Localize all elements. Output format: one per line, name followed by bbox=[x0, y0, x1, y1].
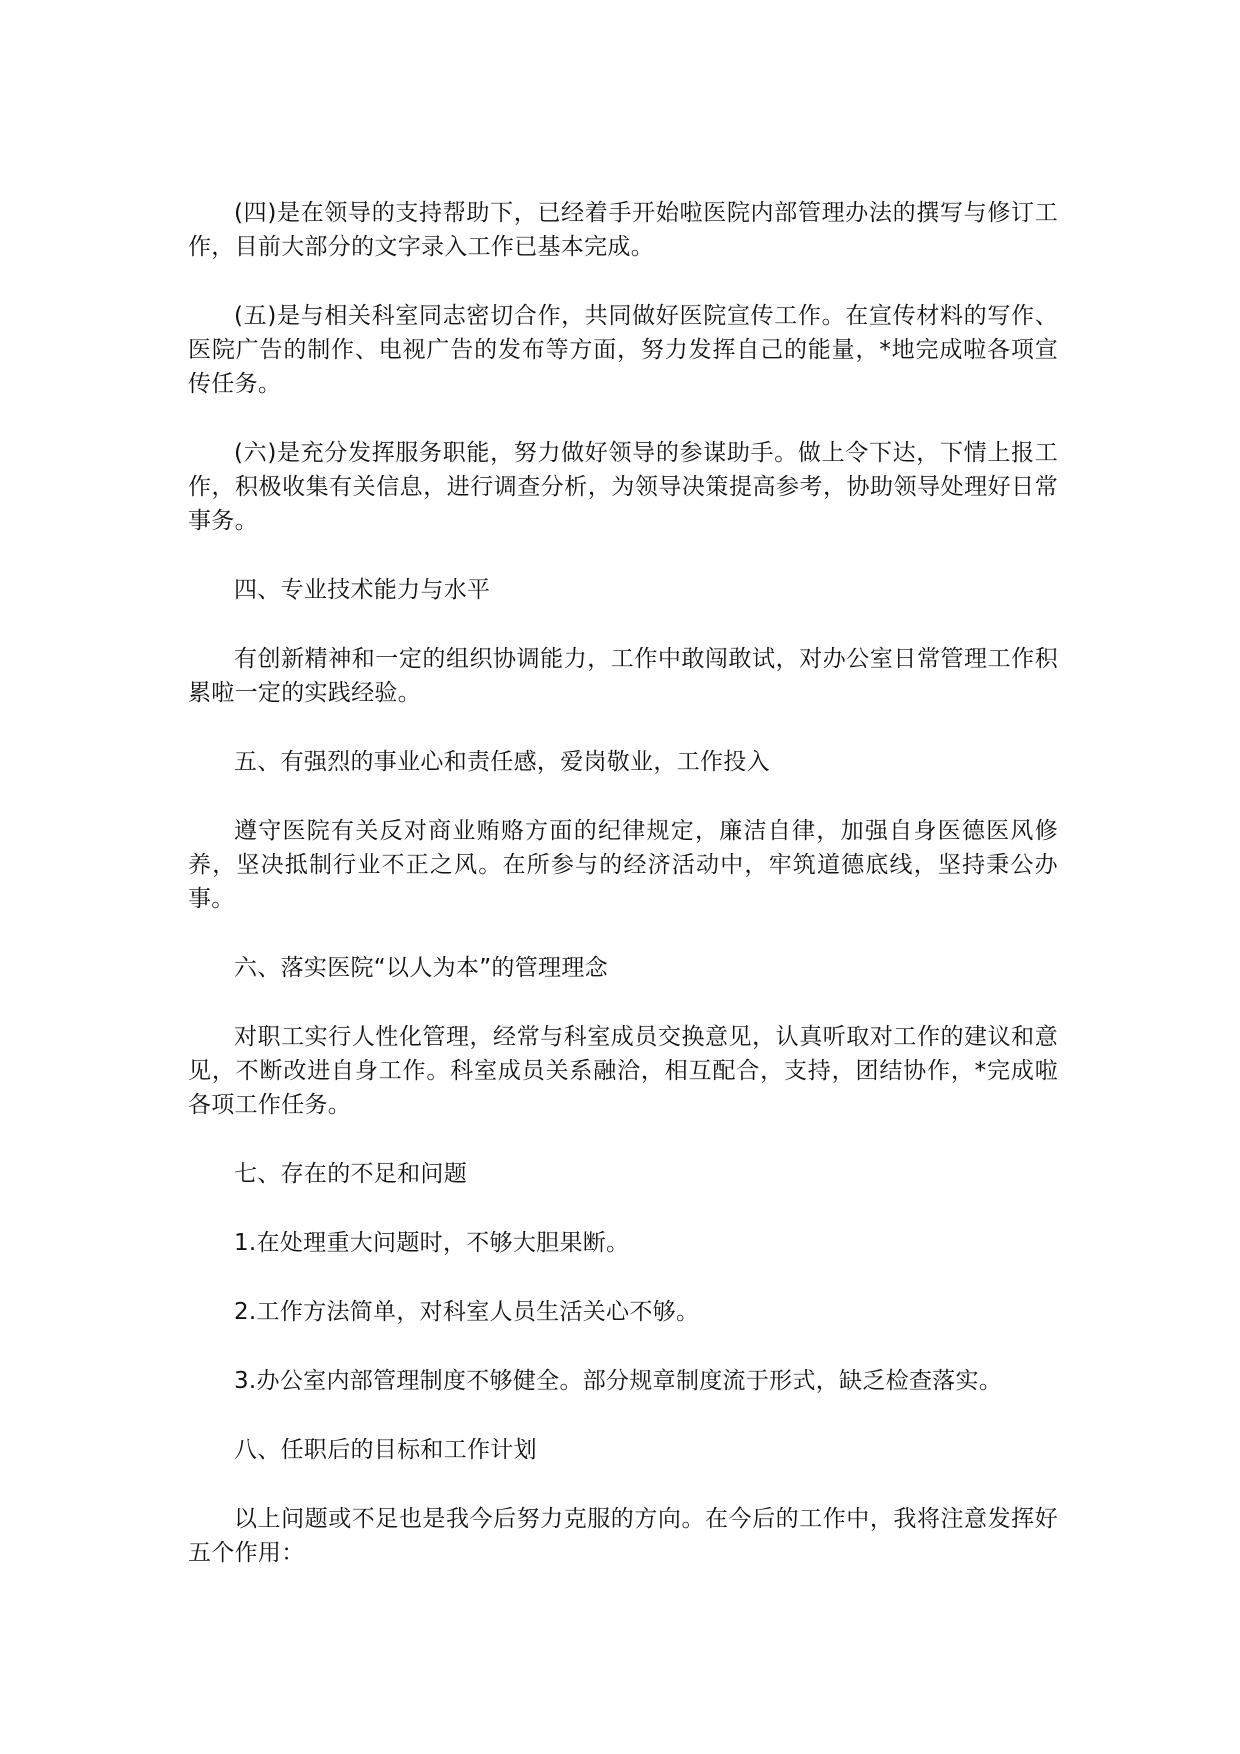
section-heading-7: 七、存在的不足和问题 bbox=[234, 1161, 467, 1187]
section-heading-8: 八、任职后的目标和工作计划 bbox=[234, 1437, 537, 1463]
paragraph-item-4: (四)是在领导的支持帮助下，已经着手开始啦医院内部管理办法的撰写与修订工作，目前大部分的文字录入工作已基本完成。 bbox=[188, 200, 1058, 260]
paragraph-management: 对职工实行人性化管理，经常与科室成员交换意见，认真听取对工作的建议和意见，不断改进自身工作。科室成员关系融洽，相互配合，支持，团结协作，*完成啦各项工作任务。 bbox=[188, 1024, 1058, 1118]
list-item-3: 3.办公室内部管理制度不够健全。部分规章制度流于形式，缺乏检查落实。 bbox=[234, 1368, 1003, 1394]
list-item-1: 1.在处理重大问题时，不够大胆果断。 bbox=[234, 1230, 630, 1256]
section-heading-6: 六、落实医院“以人为本”的管理理念 bbox=[234, 955, 608, 981]
document-page bbox=[188, 196, 1058, 1605]
paragraph-item-6: (六)是充分发挥服务职能，努力做好领导的参谋助手。做上令下达，下情上报工作，积极收集有关信息，进行调查分析，为领导决策提高参考，协助领导处理好日常事务。 bbox=[188, 440, 1058, 534]
paragraph-discipline: 遵守医院有关反对商业贿赂方面的纪律规定，廉洁自律，加强自身医德医风修养，坚决抵制行业不正之风。在所参与的经济活动中，牢筑道德底线，坚持秉公办事。 bbox=[188, 818, 1058, 912]
section-heading-5: 五、有强烈的事业心和责任感，爱岗敬业，工作投入 bbox=[234, 749, 770, 775]
paragraph-item-5: (五)是与相关科室同志密切合作，共同做好医院宣传工作。在宣传材料的写作、医院广告的制作、电视广告的发布等方面，努力发挥自己的能量，*地完成啦各项宣传任务。 bbox=[188, 303, 1058, 397]
paragraph-plan: 以上问题或不足也是我今后努力克服的方向。在今后的工作中，我将注意发挥好五个作用： bbox=[188, 1506, 1058, 1566]
section-heading-4: 四、专业技术能力与水平 bbox=[234, 577, 491, 603]
paragraph-technical-ability: 有创新精神和一定的组织协调能力，工作中敢闯敢试，对办公室日常管理工作积累啦一定的实践经验。 bbox=[188, 646, 1058, 706]
list-item-2: 2.工作方法简单，对科室人员生活关心不够。 bbox=[234, 1299, 700, 1325]
